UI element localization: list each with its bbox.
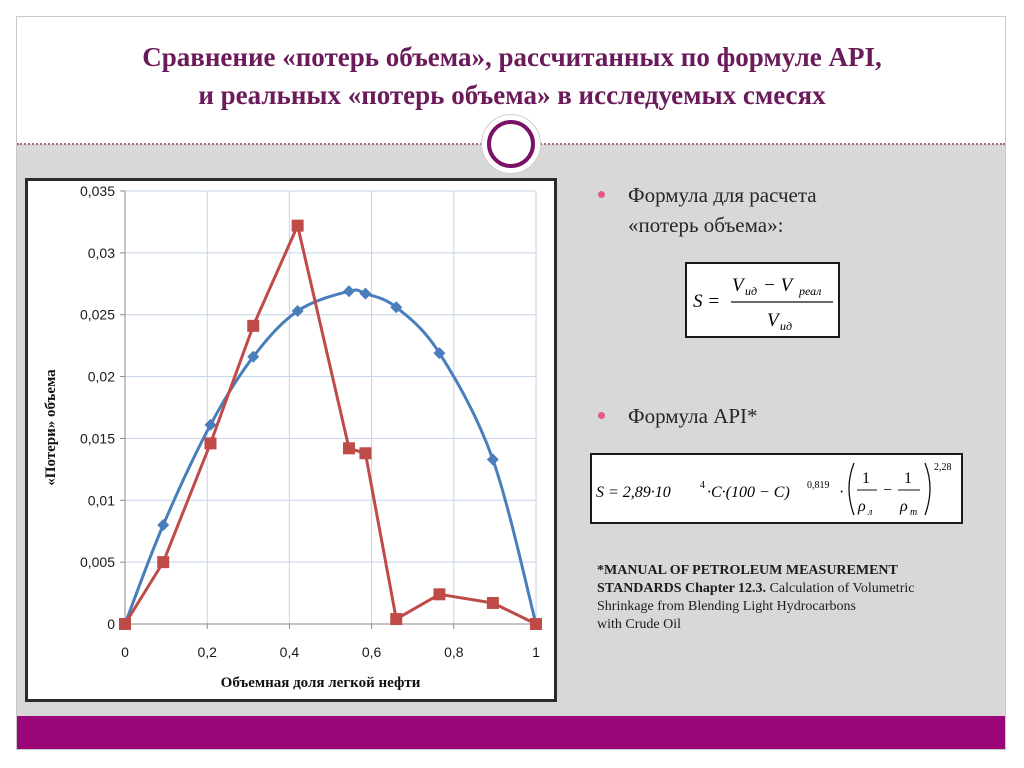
data-point-diamond [487, 453, 499, 465]
left-paren [849, 463, 854, 515]
api-frac1-sub: л [868, 507, 873, 518]
slide-title [30, 38, 994, 114]
y-tick-label: 0,035 [79, 183, 115, 199]
data-point-square [247, 320, 259, 332]
bullet-dot-icon [598, 191, 605, 198]
api-frac2-num: 1 [904, 470, 912, 487]
data-point-square [157, 556, 169, 568]
x-tick-label: 0,4 [279, 644, 300, 660]
data-point-square [530, 618, 542, 630]
bullet-formula-loss [628, 180, 817, 240]
formula-num-v1: V [732, 275, 744, 296]
bullet-line: Формула API* [628, 404, 758, 428]
formula-api [590, 453, 963, 524]
data-point-square [119, 618, 131, 630]
data-point-square [487, 597, 499, 609]
data-point-square [343, 442, 355, 454]
data-point-square [292, 220, 304, 232]
title-line-2: и реальных «потерь объема» в исследуемых смесях [198, 80, 826, 110]
formula-den-v: V [767, 310, 779, 331]
data-point-square [390, 613, 402, 625]
chart [25, 178, 557, 702]
bullet-dot-icon [598, 412, 605, 419]
y-tick-label: 0 [107, 616, 115, 632]
series-line-2 [125, 226, 536, 624]
formula-real-svg [687, 264, 838, 336]
footer-bar [17, 716, 1005, 749]
reference-note [597, 562, 957, 634]
api-frac2-sub: т [910, 507, 918, 518]
bullet-line: Формула для расчета [628, 183, 817, 207]
data-point-diamond [359, 288, 371, 300]
api-minus: − [883, 482, 893, 499]
formula-num-sub2: реал [799, 284, 822, 298]
data-point-diamond [343, 285, 355, 297]
api-frac1-den: ρ [858, 498, 866, 515]
right-paren [925, 463, 930, 515]
y-tick-label: 0,025 [79, 306, 115, 323]
x-tick-label: 0,2 [197, 644, 217, 660]
formula-real-loss [685, 262, 840, 338]
chart-axes [120, 191, 536, 629]
api-exp1: 4 [700, 480, 705, 491]
formula-num-sub1: ид [745, 284, 758, 298]
chart-grid [125, 191, 536, 624]
x-tick-label: 0 [121, 644, 129, 660]
formula-lhs: S = [693, 291, 721, 312]
data-point-square [204, 437, 216, 449]
y-tick-label: 0,02 [87, 368, 115, 385]
bullet-formula-api [628, 401, 758, 431]
y-tick-label: 0,03 [87, 244, 115, 261]
ring-icon [487, 120, 535, 168]
api-frac2-den: ρ [900, 498, 908, 515]
formula-den-sub: ид [780, 319, 793, 333]
data-point-square [433, 588, 445, 600]
api-mid: ·C·(100 − C) [707, 484, 790, 501]
api-frac1-num: 1 [862, 470, 870, 487]
formula-num-minus: − V [763, 275, 793, 296]
note-text: Calculation of Volumetric Shrinkage from Blending Light Hydrocarbons [597, 581, 915, 614]
note-bold: *MANUAL OF PETROLEUM MEASUREMENT STANDARDS Chapter 12.3. [597, 563, 898, 596]
api-dot: · [839, 484, 845, 501]
x-tick-label: 0,6 [361, 644, 382, 660]
x-axis-title: Объемная доля легкой нефти [220, 675, 421, 691]
x-tick-label: 1 [532, 644, 540, 660]
y-tick-label: 0,005 [79, 554, 115, 571]
api-exp2: 0,819 [807, 480, 830, 491]
y-tick-label: 0,015 [79, 430, 115, 447]
series-line-1 [125, 290, 536, 624]
y-tick-label: 0,01 [87, 492, 115, 509]
chart-labels [43, 183, 540, 691]
note-text-2: with Crude Oil [597, 617, 681, 632]
title-line-1: Сравнение «потерь объема», рассчитанных по формуле API, [142, 42, 882, 72]
api-outer-exp: 2,28 [934, 462, 952, 473]
formula-api-svg [592, 455, 961, 522]
api-lhs: S = 2,89·10 [596, 484, 671, 501]
x-tick-label: 0,8 [444, 644, 464, 660]
y-axis-title: «Потери» объема [43, 369, 59, 486]
data-point-diamond [157, 519, 169, 531]
data-point-square [359, 447, 371, 459]
bullet-line: «потерь объема»: [628, 213, 784, 237]
chart-series [119, 220, 542, 630]
